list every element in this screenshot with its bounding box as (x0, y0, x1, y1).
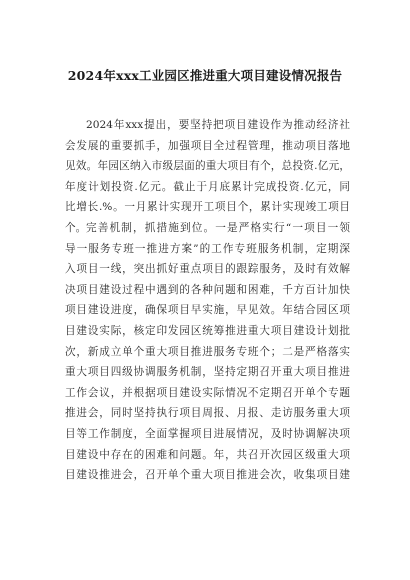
paragraph-line: 个。 (65, 221, 87, 234)
paragraph-line: 会发展的重要抓手，加强项目全过程管理，推动项目落地 (65, 139, 350, 152)
paragraph-line: 次，新成立单个重大项目推进服务专班个；二是严格落实 (65, 345, 350, 358)
paragraph-line: 导一服务专班一推进方案”的工作专班服务机制，定期深 (65, 242, 350, 255)
paragraph-line: 工作会议，并根据项目建设实际情况不定期召开单个专题 (65, 386, 350, 399)
paragraph-line: 决项目建设过程中遇到的各种问题和困难，千方百计加快 (65, 283, 350, 296)
paragraph-line: 完善机制，抓措施到位。一是严格实行“一项目一领 (86, 222, 350, 234)
paragraph-line: 推进会，同时坚持执行项目周报、月报、走访服务重大项 (65, 407, 350, 420)
paragraph-line: 2024年xxx提出，要坚持把项目建设作为推动经济社 (86, 119, 350, 131)
paragraph-line: 比增长.%。一月累计实现开工项目个，累计实现竣工项目 (65, 201, 350, 214)
paragraph-line: 目建设推进会，召开单个重大项目推进会次，收集项目建 (65, 469, 350, 482)
paragraph-line: 目建设中存在的困难和问题。年，共召开次园区级重大项 (65, 448, 350, 461)
paragraph-line: 年度计划投资.亿元。截止于月底累计完成投资.亿元，同 (65, 180, 350, 193)
paragraph-2 (65, 218, 350, 486)
paragraph-line: 目建设实际，核定印发园区统筹推进重大项目建设计划批 (65, 324, 350, 337)
paragraph-line: 目等工作制度，全面掌握项目进展情况，及时协调解决项 (65, 427, 350, 440)
paragraph-line: 重大项目四级协调服务机制，坚持定期召开重大项目推进 (65, 366, 350, 379)
paragraph-line: 项目建设进度，确保项目早实施，早见效。年结合园区项 (65, 304, 350, 317)
paragraph-line: 入项目一线，突出抓好重点项目的跟踪服务，及时有效解 (65, 263, 350, 276)
paragraph-line: 见效。年园区纳入市级层面的重大项目有个，总投资.亿元， (65, 160, 350, 173)
document-title: 2024年xxx工业园区推进重大项目建设情况报告 (67, 68, 343, 83)
